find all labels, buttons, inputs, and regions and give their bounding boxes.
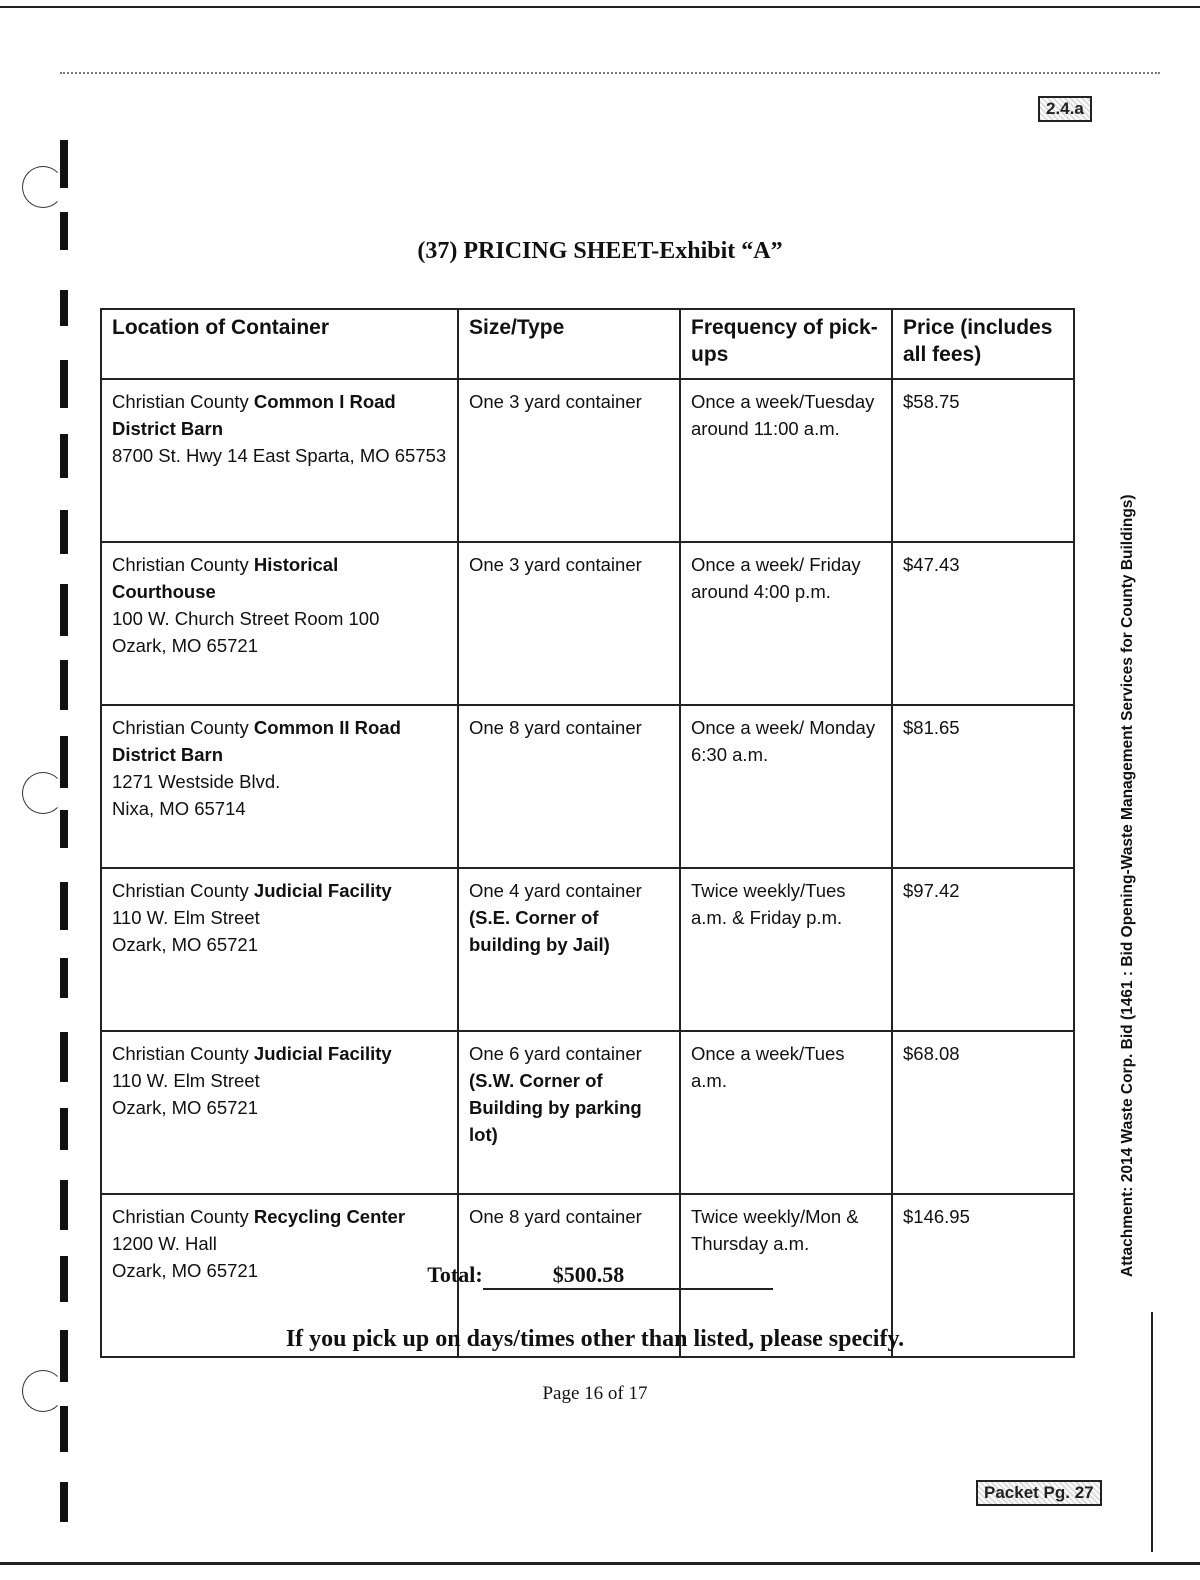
location-city-line: Nixa, MO 65714 xyxy=(112,798,246,819)
location-city-line: Ozark, MO 65721 xyxy=(112,934,259,955)
pricing-table xyxy=(100,308,1075,1358)
location-name: Historical Courthouse xyxy=(112,554,339,602)
location-city-line: Ozark, MO 65721 xyxy=(112,635,259,656)
location-cell xyxy=(101,1031,458,1194)
frequency: Twice weekly/Tues a.m. & Friday p.m. xyxy=(691,880,846,928)
size-type-cell xyxy=(458,705,680,868)
location-prefix: Christian County xyxy=(112,880,249,901)
scan-artifact-line xyxy=(60,72,1160,74)
price-cell: $97.42 xyxy=(892,868,1074,1031)
scan-margin-mark xyxy=(60,882,68,930)
scan-margin-mark xyxy=(60,434,68,478)
instruction-note: If you pick up on days/times other than listed, please specify. xyxy=(285,1326,905,1352)
table-row xyxy=(101,542,1074,705)
table-row xyxy=(101,868,1074,1031)
location-address-line: 110 W. Elm Street xyxy=(112,1070,260,1091)
size-placement-note: (S.E. Corner of building by Jail) xyxy=(469,907,610,955)
location-name: Judicial Facility xyxy=(253,880,392,901)
frequency: Once a week/Tues a.m. xyxy=(691,1043,845,1091)
location-address-line: 1271 Westside Blvd. xyxy=(112,771,281,792)
location-city-line: Ozark, MO 65721 xyxy=(112,1097,259,1118)
scan-margin-mark xyxy=(60,510,68,554)
frequency: Once a week/Tuesday around 11:00 a.m. xyxy=(691,391,875,439)
location-name: Recycling Center xyxy=(253,1206,406,1227)
scan-margin-mark xyxy=(60,1406,68,1452)
size-type: One 3 yard container xyxy=(469,554,642,575)
total-amount: $500.58 xyxy=(483,1262,773,1290)
location-cell xyxy=(101,542,458,705)
header-size-type: Size/Type xyxy=(458,309,680,379)
size-type: One 3 yard container xyxy=(469,391,642,412)
location-cell xyxy=(101,379,458,542)
scan-margin-mark xyxy=(60,360,68,408)
price-cell: $58.75 xyxy=(892,379,1074,542)
bottom-border-rule xyxy=(0,1562,1200,1565)
page-number: Page 16 of 17 xyxy=(542,1383,648,1404)
location-city-line: Ozark, MO 65721 xyxy=(112,1260,259,1281)
table-row xyxy=(101,379,1074,542)
size-type-cell xyxy=(458,379,680,542)
frequency: Once a week/ Friday around 4:00 p.m. xyxy=(691,554,861,602)
frequency-cell xyxy=(680,705,892,868)
scan-margin-mark xyxy=(60,660,68,710)
location-prefix: Christian County xyxy=(112,1043,249,1064)
total-line xyxy=(0,1262,1200,1290)
scan-margin-mark xyxy=(60,958,68,998)
price-cell: $81.65 xyxy=(892,705,1074,868)
table-row xyxy=(101,1031,1074,1194)
frequency: Twice weekly/Mon & Thursday a.m. xyxy=(691,1206,859,1254)
size-placement-note: (S.W. Corner of Building by parking lot) xyxy=(469,1070,642,1145)
total-label: Total: xyxy=(427,1262,483,1287)
scan-margin-mark xyxy=(60,1032,68,1082)
location-address-line: 1200 W. Hall xyxy=(112,1233,217,1254)
frequency-cell xyxy=(680,868,892,1031)
scan-margin-mark xyxy=(60,810,68,848)
table-header-row xyxy=(101,309,1074,379)
attachment-side-note: Attachment: 2014 Waste Corp. Bid (1461 : Bid Opening-Waste Management Services for County Buildings) xyxy=(1119,494,1136,1277)
size-type: One 8 yard container xyxy=(469,717,642,738)
binder-hole xyxy=(22,772,64,814)
frequency-cell xyxy=(680,542,892,705)
price-cell: $68.08 xyxy=(892,1031,1074,1194)
scan-margin-mark xyxy=(60,736,68,788)
size-type-cell xyxy=(458,868,680,1031)
location-address-line: 100 W. Church Street Room 100 xyxy=(112,608,380,629)
size-type: One 6 yard container xyxy=(469,1043,642,1064)
scan-margin-mark xyxy=(60,140,68,188)
location-name: Judicial Facility xyxy=(253,1043,392,1064)
location-prefix: Christian County xyxy=(112,717,249,738)
location-address-line: 8700 St. Hwy 14 East Sparta, MO 65753 xyxy=(112,445,447,466)
size-type-cell xyxy=(458,1031,680,1194)
scan-margin-mark xyxy=(60,1180,68,1230)
frequency: Once a week/ Monday 6:30 a.m. xyxy=(691,717,876,765)
frequency-cell xyxy=(680,379,892,542)
scan-margin-mark xyxy=(60,584,68,636)
header-location: Location of Container xyxy=(101,309,458,379)
page-title: (37) PRICING SHEET-Exhibit “A” xyxy=(417,238,783,264)
attachment-tag: 2.4.a xyxy=(1038,96,1092,122)
location-cell xyxy=(101,868,458,1031)
location-prefix: Christian County xyxy=(112,391,249,412)
scan-margin-mark xyxy=(60,290,68,326)
location-prefix: Christian County xyxy=(112,554,249,575)
scan-margin-mark xyxy=(60,1482,68,1522)
packet-page-tag: Packet Pg. 27 xyxy=(976,1480,1102,1506)
location-name: Common II Road District Barn xyxy=(112,717,401,765)
table-row xyxy=(101,705,1074,868)
header-price: Price (includes all fees) xyxy=(892,309,1074,379)
location-cell xyxy=(101,705,458,868)
frequency-cell xyxy=(680,1031,892,1194)
top-border-rule xyxy=(0,6,1200,8)
location-name: Common I Road District Barn xyxy=(112,391,396,439)
scan-margin-mark xyxy=(60,1108,68,1150)
size-type-cell xyxy=(458,542,680,705)
header-frequency: Frequency of pick-ups xyxy=(680,309,892,379)
binder-hole xyxy=(22,166,64,208)
size-type: One 4 yard container xyxy=(469,880,642,901)
location-address-line: 110 W. Elm Street xyxy=(112,907,260,928)
price-cell: $146.95 xyxy=(892,1194,1074,1357)
size-type: One 8 yard container xyxy=(469,1206,642,1227)
price-cell: $47.43 xyxy=(892,542,1074,705)
location-prefix: Christian County xyxy=(112,1206,249,1227)
